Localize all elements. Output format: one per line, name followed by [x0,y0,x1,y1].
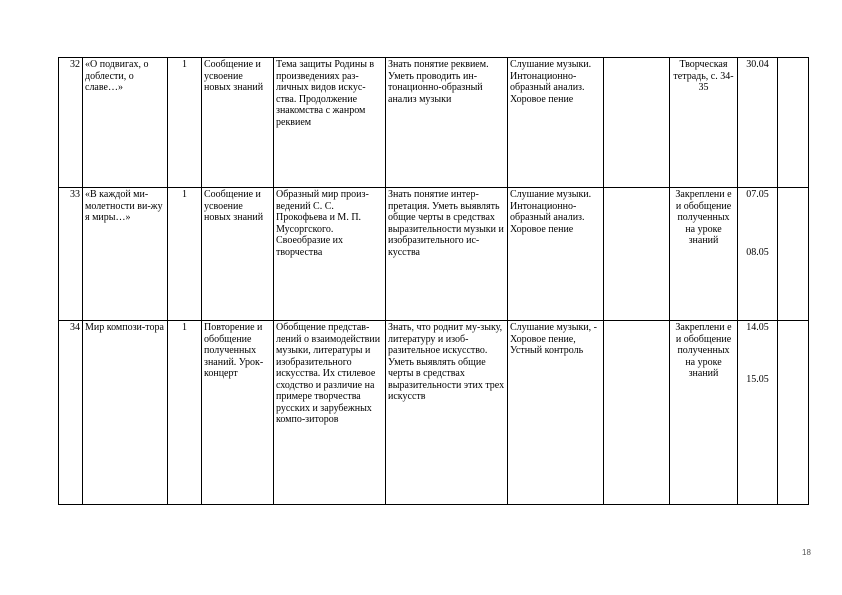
lesson-date-2: 15.05 [746,373,769,385]
lesson-homework: Закреплени е и обобщение полученных на уроке знаний [670,188,738,321]
lesson-requirements: Знать, что роднит му-зыку, литературу и изоб- разительное искусство. Уметь выявлять общие черты в средствах выразительности этих трех искусств [386,321,508,505]
lesson-date-2: 08.05 [746,246,769,258]
lesson-content: Тема защиты Родины в произведениях раз-личных видов искус-ства. Продолжение знакомства с жанром реквием [274,58,386,188]
empty-cell [604,188,670,321]
lesson-homework: Творческая тетрадь, с. 34-35 [670,58,738,188]
empty-cell [604,58,670,188]
lesson-content: Образный мир произ-ведений С. С. Прокофьева и М. П. Мусоргского. Своеобразие их творчества [274,188,386,321]
lesson-requirements: Знать понятие интер-претация. Уметь выявлять общие черты в средствах выразительности музыки и изобразительного ис-кусства [386,188,508,321]
table-row [59,321,809,505]
lesson-topic: Мир компози-тора [83,321,168,505]
lesson-type: Повторение и обобщение полученных знаний. Урок-концерт [202,321,274,505]
table-row [59,188,809,321]
lesson-number: 32 [59,58,83,188]
lesson-plan-table [58,57,809,505]
lesson-type: Сообщение и усвоение новых знаний [202,188,274,321]
lesson-date-1: 07.05 [746,189,769,200]
lesson-hours: 1 [168,321,202,505]
lesson-activities: Слушание музыки. Интонационно-образный анализ. Хоровое пение [508,58,604,188]
lesson-activities: Слушание музыки. Интонационно-образный анализ. Хоровое пение [508,188,604,321]
extra-cell [778,188,809,321]
lesson-dates [738,58,778,188]
lesson-number: 33 [59,188,83,321]
lesson-dates [738,188,778,321]
extra-cell [778,321,809,505]
table-row [59,58,809,188]
page-number: 18 [802,548,811,557]
lesson-requirements: Знать понятие реквием. Уметь проводить ин-тонационно-образный анализ музыки [386,58,508,188]
lesson-activities: Слушание музыки, - Хоровое пение, Устный контроль [508,321,604,505]
empty-cell [604,321,670,505]
lesson-content: Обобщение представ-лений о взаимодействии музыки, литературы и изобразительного искусства. Их стилевое сходство и различие на примере творчества русских и зарубежных компо-зиторов [274,321,386,505]
lesson-topic: «О подвигах, о доблести, о славе…» [83,58,168,188]
lesson-date-1: 14.05 [746,322,769,333]
lesson-dates [738,321,778,505]
lesson-hours: 1 [168,58,202,188]
lesson-hours: 1 [168,188,202,321]
lesson-number: 34 [59,321,83,505]
lesson-date-1: 30.04 [746,59,769,70]
lesson-type: Сообщение и усвоение новых знаний [202,58,274,188]
lesson-topic: «В каждой ми-молетности ви-жу я миры…» [83,188,168,321]
lesson-homework: Закреплени е и обобщение полученных на уроке знаний [670,321,738,505]
extra-cell [778,58,809,188]
